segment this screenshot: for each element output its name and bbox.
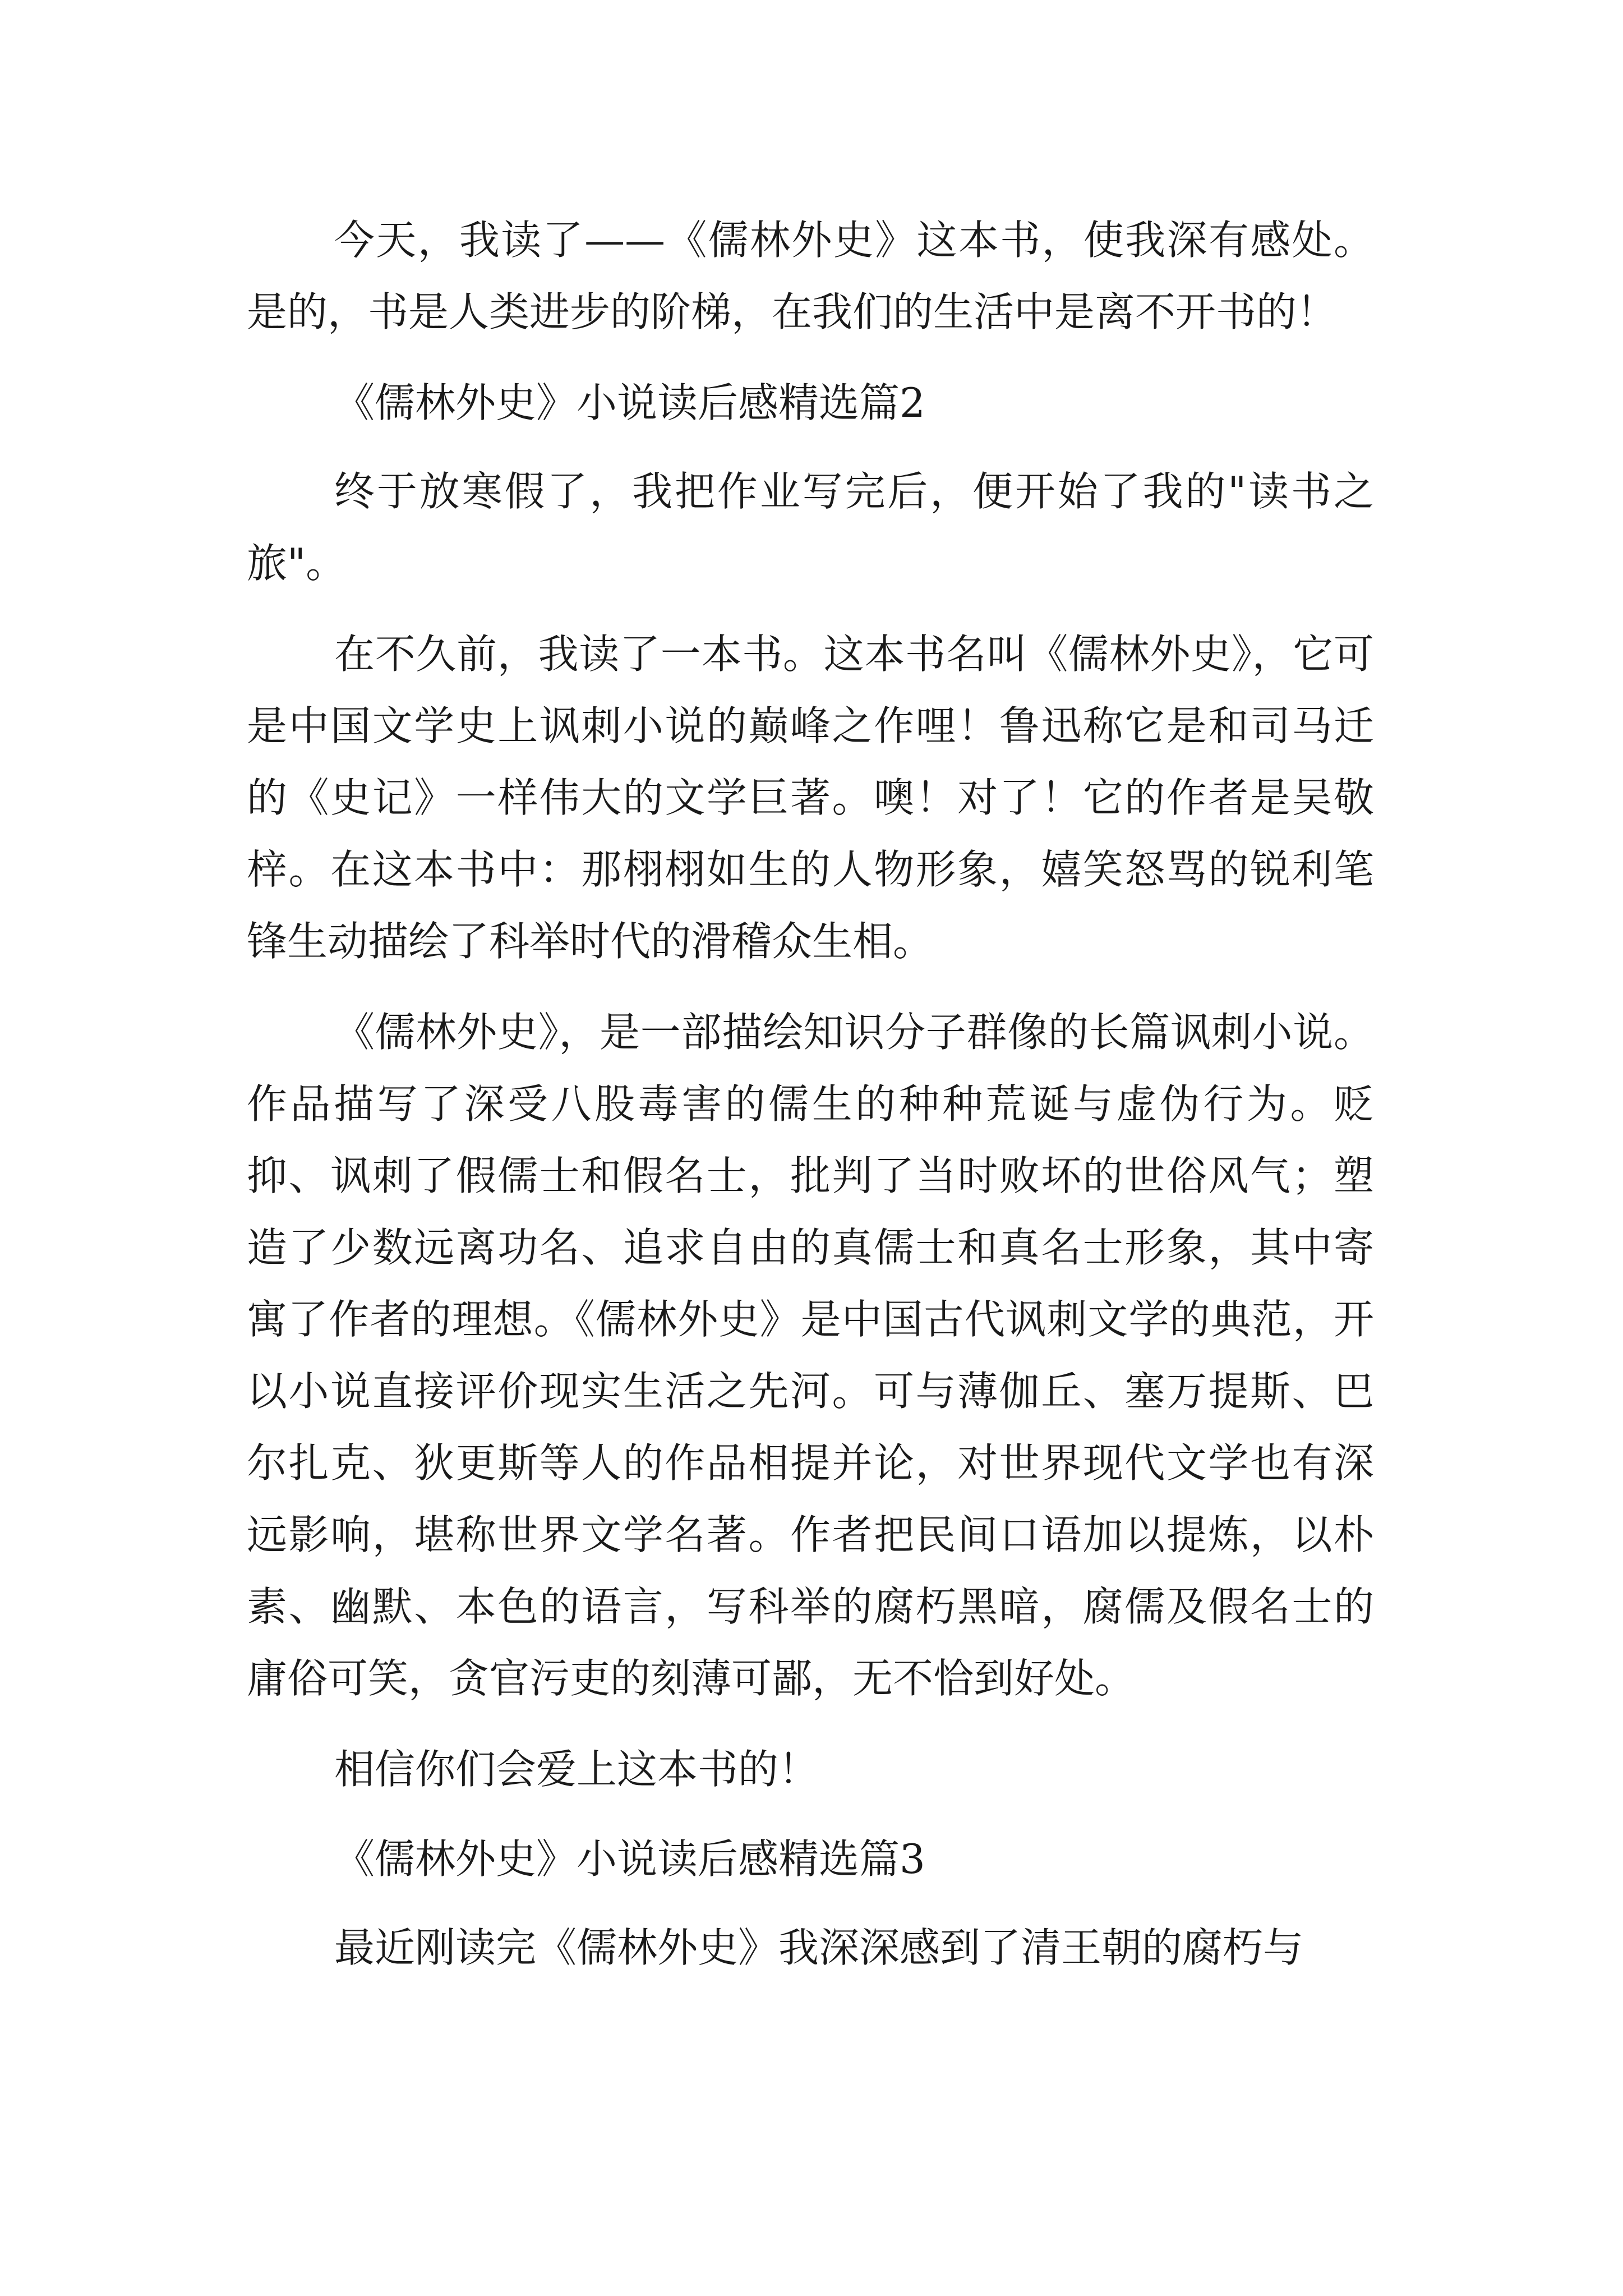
paragraph-intro: 今天，我读了——《儒林外史》这本书，使我深有感处。是的，书是人类进步的阶梯，在我们的生活中是离不开书的！	[247, 217, 1374, 335]
paragraph-book-analysis: 《儒林外史》，是一部描绘知识分子群像的长篇讽刺小说。作品描写了深受八股毒害的儒生的种种荒诞与虚伪行为。贬抑、讽刺了假儒士和假名士，批判了当时败坏的世俗风气；塑造了少数远离功名、追求自由的真儒士和真名士形象，其中寄寓了作者的理想。《儒林外史》是中国古代讽刺文学的典范，开以小说直接评价现实生活之先河。可与薄伽丘、塞万提斯、巴尔扎克、狄更斯等人的作品相提并论，对世界现代文学也有深远影响，堪称世界文学名著。作者把民间口语加以提炼，以朴素、幽默、本色的语言，写科举的腐朽黑暗，腐儒及假名士的庸俗可笑，贪官污吏的刻薄可鄙，无不恰到好处。	[247, 1009, 1374, 1702]
document-body	[247, 204, 1374, 2003]
paragraph-recommendation: 相信你们会爱上这本书的！	[334, 1746, 819, 1793]
paragraph-winter-break: 终于放寒假了，我把作业写完后，便开始了我的"读书之旅"。	[247, 468, 1374, 587]
section-heading-2: 《儒林外史》小说读后感精选篇2	[334, 379, 925, 426]
paragraph-book-intro: 在不久前，我读了一本书。这本书名叫《儒林外史》，它可是中国文学史上讽刺小说的巅峰之作哩！鲁迅称它是和司马迁的《史记》一样伟大的文学巨著。噢！对了！它的作者是吴敬梓。在这本书中：那栩栩如生的人物形象，嬉笑怒骂的锐利笔锋生动描绘了科举时代的滑稽众生相。	[247, 631, 1374, 965]
paragraph-recent-reading: 最近刚读完《儒林外史》我深深感到了清王朝的腐朽与	[334, 1924, 1304, 1971]
section-heading-3: 《儒林外史》小说读后感精选篇3	[334, 1835, 925, 1883]
